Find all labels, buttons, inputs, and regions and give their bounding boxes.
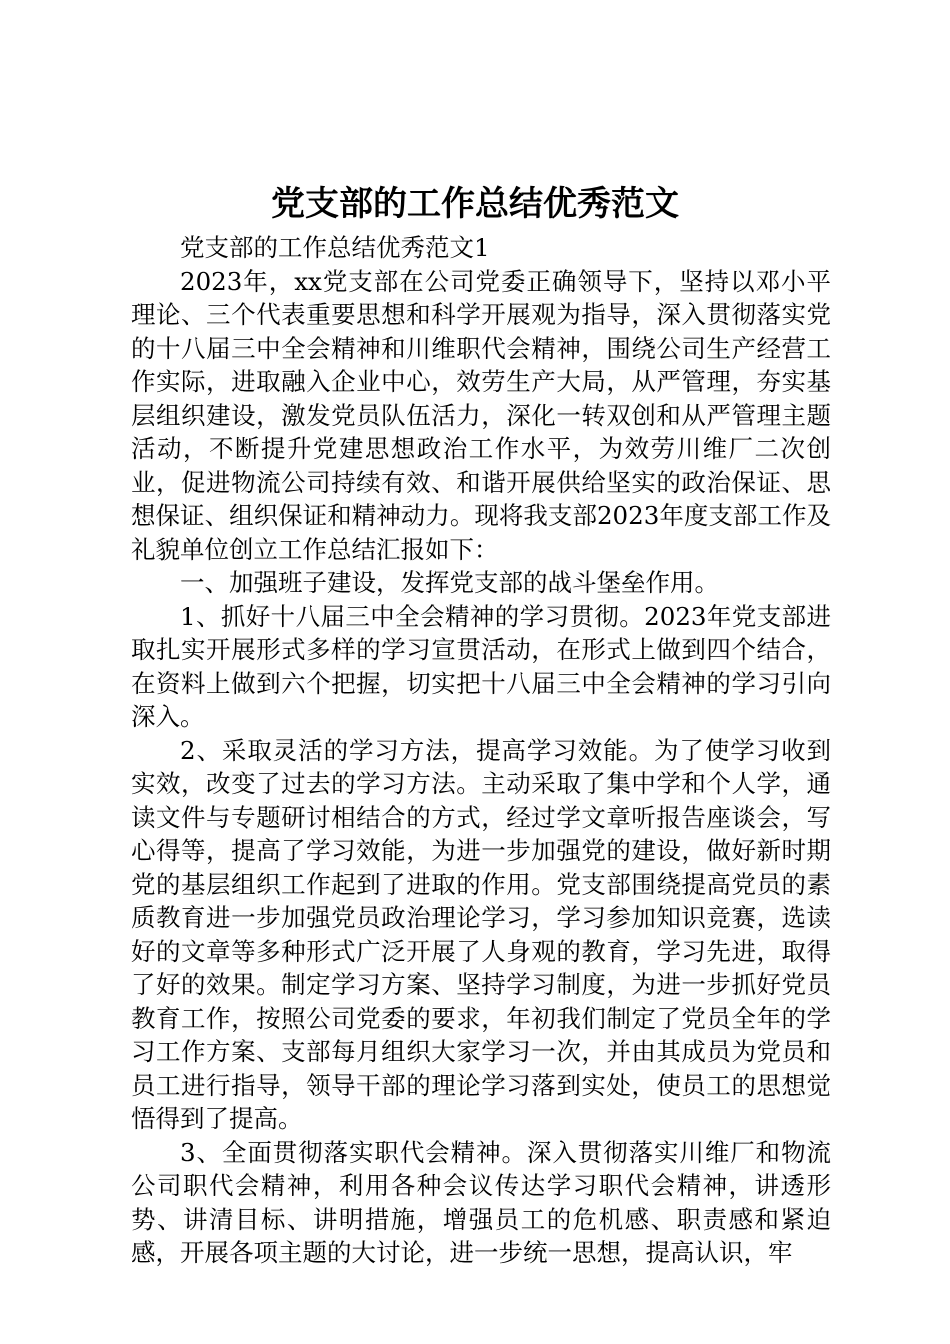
document-title: 党支部的工作总结优秀范文 (271, 184, 679, 224)
paragraph: 3、全面贯彻落实职代会精神。深入贯彻落实川维厂和物流公司职代会精神，利用各种会议传达学习职代会精神，讲透形势、讲清目标、讲明措施，增强员工的危机感、职责感和紧迫感，开展各项主题的大讨论，进一步统一思想，提高认识，牢 (131, 1137, 831, 1267)
document-body (131, 231, 831, 1270)
paragraph: 2023年，xx党支部在公司党委正确领导下，坚持以邓小平理论、三个代表重要思想和科学开展观为指导，深入贯彻落实党的十八届三中全会精神和川维职代会精神，围绕公司生产经营工作实际，进取融入企业中心，效劳生产大局，从严管理，夯实基层组织建设，激发党员队伍活力，深化一转双创和从严管理主题活动，不断提升党建思想政治工作水平，为效劳川维厂二次创业，促进物流公司持续有效、和谐开展供给坚实的政治保证、思想保证、组织保证和精神动力。现将我支部2023年度支部工作及礼貌单位创立工作总结汇报如下： (131, 266, 831, 564)
paragraph: 2、采取灵活的学习方法，提高学习效能。为了使学习收到实效，改变了过去的学习方法。主动采取了集中学和个人学，通读文件与专题研讨相结合的方式，经过学文章听报告座谈会，写心得等，提高了学习效能，为进一步加强党的建设，做好新时期党的基层组织工作起到了进取的作用。党支部围绕提高党员的素质教育进一步加强党员政治理论学习，学习参加知识竞赛，选读好的文章等多种形式广泛开展了人身观的教育，学习先进，取得了好的效果。制定学习方案、坚持学习制度，为进一步抓好党员教育工作，按照公司党委的要求，年初我们制定了党员全年的学习工作方案、支部每月组织大家学习一次，并由其成员为党员和员工进行指导，领导干部的理论学习落到实处，使员工的思想觉悟得到了提高。 (131, 735, 831, 1133)
paragraph-section-heading: 一、加强班子建设，发挥党支部的战斗堡垒作用。 (180, 568, 719, 597)
paragraph-subtitle: 党支部的工作总结优秀范文1 (180, 233, 490, 262)
paragraph: 1、抓好十八届三中全会精神的学习贯彻。2023年党支部进取扎实开展形式多样的学习宣贯活动，在形式上做到四个结合，在资料上做到六个把握，切实把十八届三中全会精神的学习引向深入。 (131, 601, 831, 731)
